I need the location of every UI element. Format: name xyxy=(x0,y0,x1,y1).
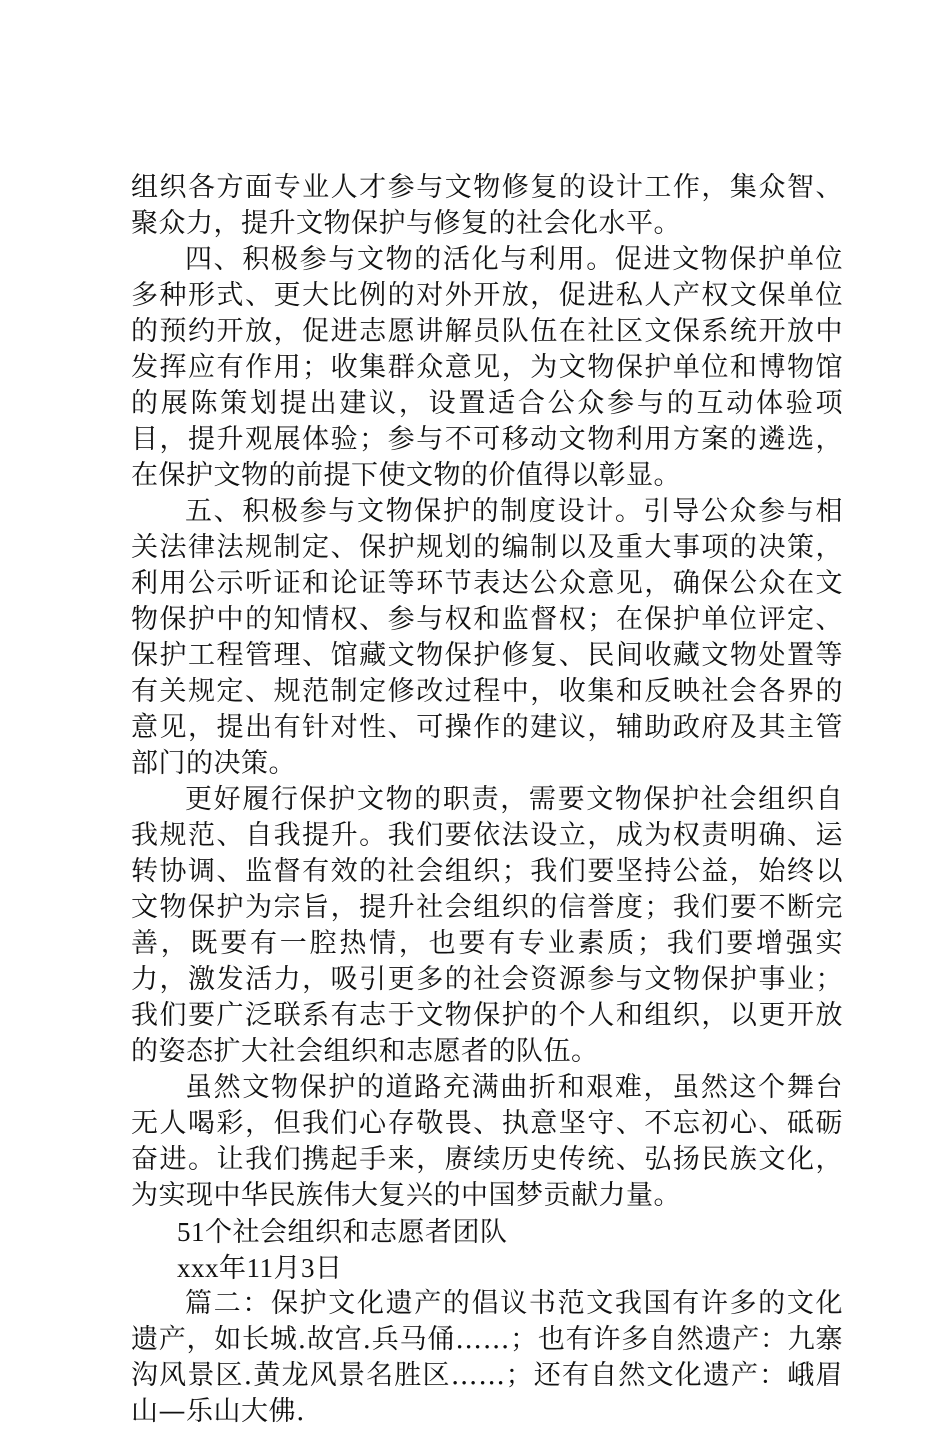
paragraph-responsibility: 更好履行保护文物的职责，需要文物保护社会组织自我规范、自我提升。我们要依法设立，成为权责明确、运转协调、监督有效的社会组织；我们要坚持公益，始终以文物保护为宗旨，提升社会组织的信誉度；我们要不断完善，既要有一腔热情，也要有专业素质；我们要增强实力，激发活力，吸引更多的社会资源参与文物保护事业；我们要广泛联系有志于文物保护的个人和组织，以更开放的姿态扩大社会组织和志愿者的队伍。 xyxy=(131,784,843,1067)
paragraph-article-two: 篇二：保护文化遗产的倡议书范文我国有许多的文化遗产，如长城.故宫.兵马俑……；也有许多自然遗产：九寨沟风景区.黄龙风景名胜区……；还有自然文化遗产：峨眉山—乐山大佛. xyxy=(131,1288,843,1427)
paragraph-continuation: 组织各方面专业人才参与文物修复的设计工作，集众智、聚众力，提升文物保护与修复的社会化水平。 xyxy=(131,172,843,239)
paragraph-five: 五、积极参与文物保护的制度设计。引导公众参与相关法律法规制定、保护规划的编制以及重大事项的决策，利用公示听证和论证等环节表达公众意见，确保公众在文物保护中的知情权、参与权和监督权；在保护单位评定、保护工程管理、馆藏文物保护修复、民间收藏文物处置等有关规定、规范制定修改过程中，收集和反映社会各界的意见，提出有针对性、可操作的建议，辅助政府及其主管部门的决策。 xyxy=(131,496,843,779)
signature-organization: 51个社会组织和志愿者团队 xyxy=(177,1217,508,1247)
body-text xyxy=(131,170,843,1430)
signature-date: xxx年11月3日 xyxy=(177,1253,343,1283)
paragraph-four: 四、积极参与文物的活化与利用。促进文物保护单位多种形式、更大比例的对外开放，促进私人产权文保单位的预约开放，促进志愿讲解员队伍在社区文保系统开放中发挥应有作用；收集群众意见，为文物保护单位和博物馆的展陈策划提出建议，设置适合公众参与的互动体验项目，提升观展体验；参与不可移动文物利用方案的遴选，在保护文物的前提下使文物的价值得以彰显。 xyxy=(131,244,843,491)
paragraph-closing: 虽然文物保护的道路充满曲折和艰难，虽然这个舞台无人喝彩，但我们心存敬畏、执意坚守、不忘初心、砥砺奋进。让我们携起手来，赓续历史传统、弘扬民族文化，为实现中华民族伟大复兴的中国梦贡献力量。 xyxy=(131,1072,843,1211)
